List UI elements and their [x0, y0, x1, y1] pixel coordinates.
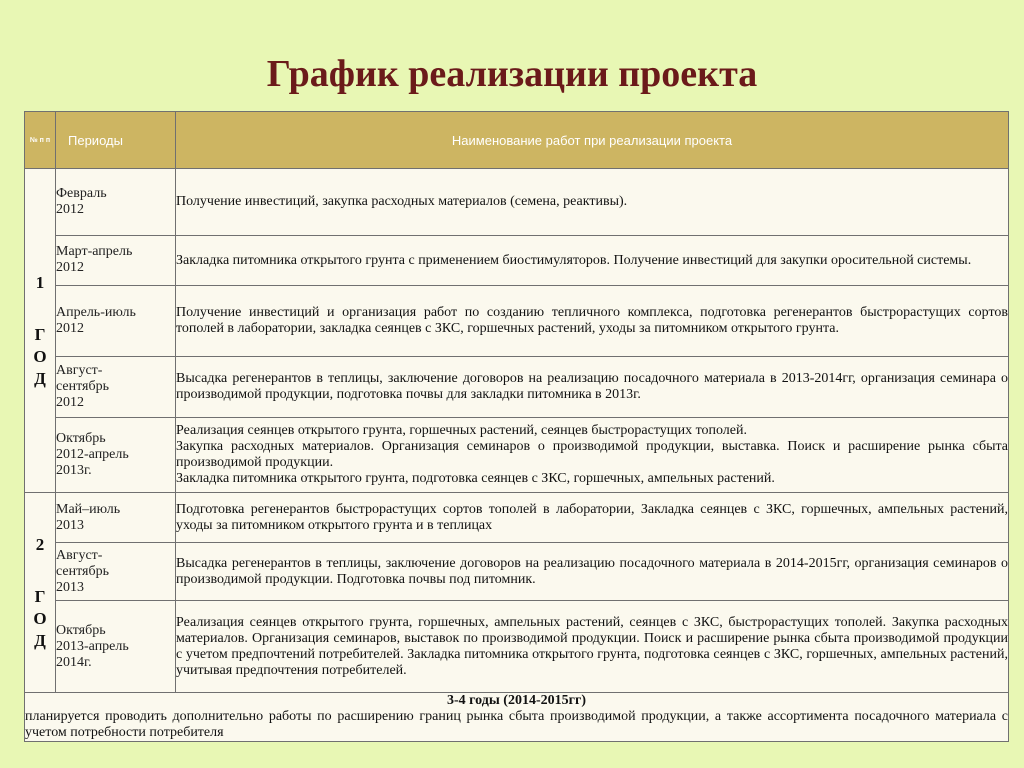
year-number: 1: [35, 272, 45, 292]
year-number: 2: [35, 534, 45, 554]
period-line: Март-апрель: [56, 244, 133, 259]
year-2-cell: [25, 493, 56, 693]
period-cell: [56, 601, 176, 693]
period-line: Апрель-июль: [56, 305, 136, 320]
period-cell: [56, 543, 176, 601]
period-line: 2013г.: [56, 463, 92, 478]
work-cell: [176, 286, 1009, 357]
period-line: 2013: [56, 517, 84, 533]
year-label-letter: Г: [34, 324, 46, 344]
work-cell: [176, 169, 1009, 236]
year-label-letter: Г: [34, 586, 46, 606]
year-label-letter: О: [33, 608, 47, 628]
work-cell: [176, 357, 1009, 418]
year-label-letter: О: [33, 346, 47, 366]
period-cell: [56, 493, 176, 543]
work-text: Закладка питомника открытого грунта, подготовка сеянцев с ЗКС, горшечных, ампельных растений.: [176, 471, 775, 486]
period-cell: [56, 418, 176, 493]
period-line: 2012: [56, 395, 84, 410]
footer-row: [25, 693, 1009, 742]
table-row: [25, 236, 1009, 286]
period-line: 2012: [56, 321, 84, 336]
footer-cell: [25, 693, 1009, 742]
table-row: [25, 286, 1009, 357]
footer-text: планируется проводить дополнительно работы по расширению границ рынка сбыта производимой продукции, а также ассортимента посадочного материала с учетом потребности потребителя: [25, 709, 1008, 740]
header-works: Наименование работ при реализации проекта: [176, 112, 1009, 169]
work-text: Получение инвестиций и организация работ по созданию тепличного комплекса, подготовка регенерантов быстрорастущих сортов тополей в лаборатории, закладка сеянцев с ЗКС, горшечных растений, уходы за питомником открытого грунта.: [176, 305, 1008, 336]
table-row: [25, 357, 1009, 418]
table-row: [25, 169, 1009, 236]
period-cell: [56, 169, 176, 236]
period-line: 2012: [56, 202, 84, 217]
period-line: Август-: [56, 363, 103, 378]
page-title: График реализации проекта: [266, 53, 758, 95]
table-row: [25, 418, 1009, 493]
work-cell: [176, 418, 1009, 493]
period-cell: [56, 286, 176, 357]
work-text: Получение инвестиций, закупка расходных материалов (семена, реактивы).: [176, 194, 628, 209]
footer-heading: 3-4 годы (2014-2015гг): [447, 693, 586, 708]
project-schedule-table: [24, 111, 1009, 742]
table-row: [25, 493, 1009, 543]
period-line: 2014г.: [56, 654, 92, 670]
period-line: 2013-апрель: [56, 638, 129, 654]
work-text: Реализация сеянцев открытого грунта, горшечных растений, сеянцев быстрорастущих тополей.: [176, 423, 747, 438]
period-line: сентябрь: [56, 379, 109, 394]
period-line: 2012: [56, 260, 84, 275]
year-label-letter: Д: [34, 368, 46, 388]
work-text: Закупка расходных материалов. Организация семинаров о производимой продукции, выставка. Поиск и расширение рынка сбыта производимой продукции.: [176, 439, 1008, 470]
period-cell: [56, 357, 176, 418]
period-line: 2013: [56, 579, 84, 595]
period-line: сентябрь: [56, 563, 109, 579]
work-text: Реализация сеянцев открытого грунта, горшечных, ампельных растений, сеянцев с ЗКС, быстрорастущих тополей. Закупка расходных материалов. Организация семинаров, выставок по производимой продукции. Поиск и расширение рынка сбыта производимой продукции с учетом предпочтений потребителей. Закладка питомника открытого грунта, подготовка сеянцев с ЗКС, горшечных, ампельных растений, учитывая предпочтения потребителей.: [176, 614, 1008, 678]
period-line: 2012-апрель: [56, 447, 129, 462]
period-line: Октябрь: [56, 431, 106, 446]
work-text: Высадка регенерантов в теплицы, заключение договоров на реализацию посадочного материала в 2013-2014гг, организация семинара о производимой продукции, подготовка почвы для закладки питомника в 2013г.: [176, 371, 1008, 402]
year-label-letter: Д: [34, 630, 46, 650]
work-cell: [176, 236, 1009, 286]
year-1-cell: [25, 169, 56, 493]
period-line: Май–июль: [56, 501, 121, 517]
period-line: Август-: [56, 547, 103, 563]
work-cell: [176, 601, 1009, 693]
work-text: Высадка регенерантов в теплицы, заключение договоров на реализацию посадочного материала в 2014-2015гг, организация семинаров о производимой продукции. Подготовка почвы под питомник.: [176, 555, 1008, 587]
period-line: Октябрь: [56, 622, 106, 638]
header-periods: Периоды: [56, 112, 176, 169]
work-cell: [176, 493, 1009, 543]
work-text: Закладка питомника открытого грунта с применением биостимуляторов. Получение инвестиций для закупки оросительной системы.: [176, 252, 972, 268]
table-row: [25, 601, 1009, 693]
work-cell: [176, 543, 1009, 601]
header-number: № п п: [25, 112, 56, 169]
table-header-row: [25, 112, 1009, 169]
table-row: [25, 543, 1009, 601]
period-cell: [56, 236, 176, 286]
work-text: Подготовка регенерантов быстрорастущих сортов тополей в лаборатории, Закладка сеянцев с ЗКС, горшечных, ампельных растений, уходы за питомником открытого грунта и в теплицах: [176, 501, 1008, 533]
period-line: Февраль: [56, 186, 107, 201]
